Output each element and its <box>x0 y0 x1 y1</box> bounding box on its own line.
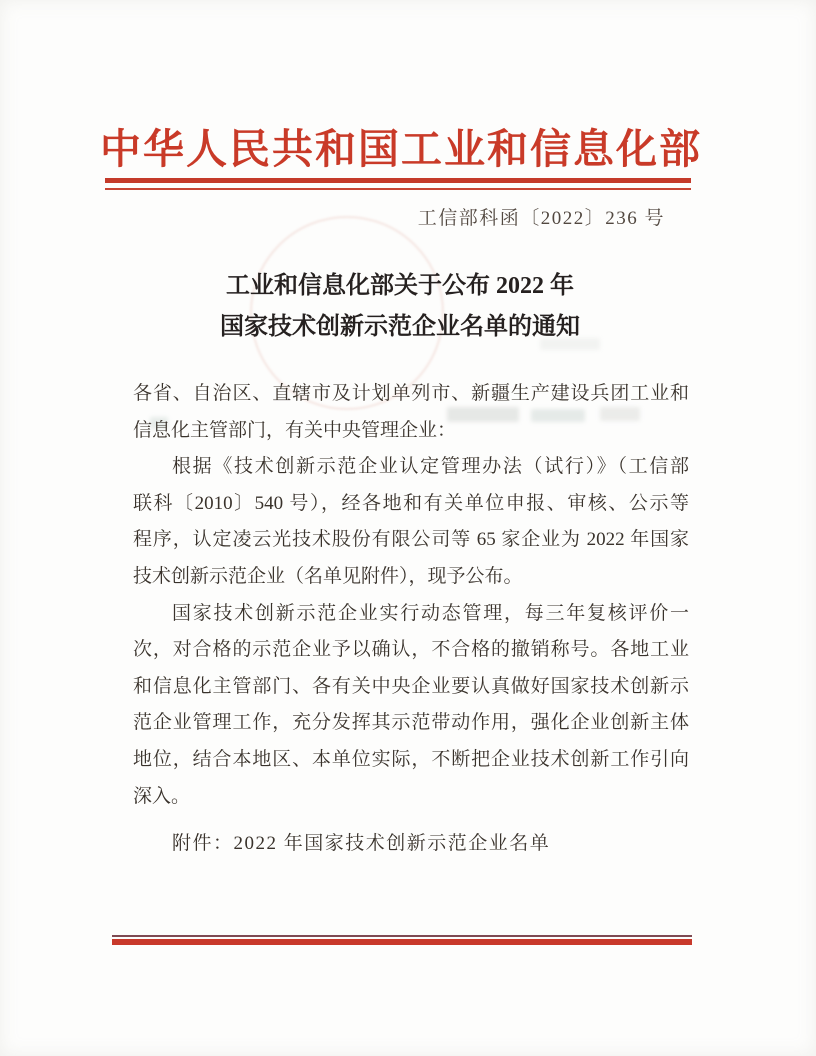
document-number: 工信部科函〔2022〕236 号 <box>417 208 665 229</box>
body-line: 范企业管理工作，充分发挥其示范带动作用，强化企业创新主体 <box>133 712 689 734</box>
body-line: 深入。 <box>133 785 191 807</box>
masthead-rule-thick <box>105 178 691 183</box>
body-line: 地位，结合本地区、本单位实际，不断把企业技术创新工作引向 <box>133 748 689 770</box>
body-line: 技术创新示范企业（名单见附件），现予公布。 <box>133 565 523 587</box>
body-line: 国家技术创新示范企业实行动态管理，每三年复核评价一 <box>172 602 689 624</box>
document-title <box>105 266 695 348</box>
document-title-line-2: 国家技术创新示范企业名单的通知 <box>220 314 580 340</box>
attachment-line: 附件：2022 年国家技术创新示范企业名单 <box>172 833 551 854</box>
document-title-line-1: 工业和信息化部关于公布 2022 年 <box>226 273 574 299</box>
body-line: 联科〔2010〕540 号），经各地和有关单位申报、审核、公示等 <box>133 492 689 514</box>
body-line: 次，对合格的示范企业予以确认，不合格的撤销称号。各地工业 <box>133 639 689 661</box>
footer-rule-thick <box>112 939 692 945</box>
masthead-rule-thin <box>105 188 691 190</box>
footer-rule-thin <box>112 935 692 937</box>
document-body <box>133 376 689 815</box>
ministry-masthead: 中华人民共和国工业和信息化部 <box>100 126 702 172</box>
body-line: 各省、自治区、直辖市及计划单列市、新疆生产建设兵团工业和 <box>133 383 689 404</box>
body-line: 和信息化主管部门、各有关中央企业要认真做好国家技术创新示 <box>133 675 689 697</box>
body-line: 程序，认定凌云光技术股份有限公司等 65 家企业为 2022 年国家 <box>133 529 689 551</box>
body-line: 根据《技术创新示范企业认定管理办法（试行）》（工信部 <box>172 456 689 478</box>
body-line: 信息化主管部门，有关中央管理企业： <box>133 419 457 441</box>
